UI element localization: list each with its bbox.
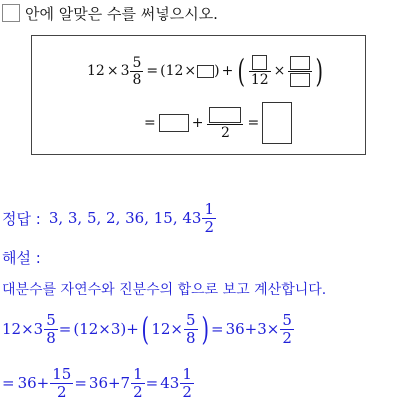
times-sign: × [106,63,119,79]
equals-sign: = [144,115,156,131]
fraction-denominator: 2 [57,382,67,401]
fraction-5-8 [44,310,58,347]
blank-box-5[interactable] [159,114,189,132]
answer-fraction [202,199,216,236]
group-12x3: (12×3) [73,320,127,338]
times-sign: × [184,63,197,79]
problem-line-1 [87,40,326,102]
plus-sign: + [191,115,204,131]
fraction-denominator: 2 [221,124,230,141]
fraction-numerator: 1 [204,199,215,218]
num-12: 12 [87,63,105,79]
fraction-1-2 [180,364,194,401]
fraction-numerator [207,107,243,124]
fraction-5-2 [280,310,294,347]
fraction-numerator: 15 [52,364,72,383]
big-close-paren: ) [201,310,209,348]
answer-box-icon [2,4,20,22]
big-close-paren: ) [315,52,324,90]
problem-box [31,35,366,155]
mixed-whole: 3 [120,63,130,79]
blank-box-3[interactable] [290,56,310,70]
blank-box-4[interactable] [290,73,310,87]
equals-sign: = [74,374,87,392]
times-sign: × [21,320,34,338]
fraction-denominator: 2 [204,217,215,236]
fraction-numerator: 5 [185,310,196,329]
plus-sign: + [221,63,234,79]
num-43: 43 [160,374,180,392]
problem-line-2 [144,98,292,148]
fraction-denominator [288,72,312,87]
fraction-5-8 [130,56,143,87]
expr-36-plus-3x: 36+3× [225,320,280,338]
equals-sign: = [211,320,224,338]
fraction-numerator: 1 [182,364,192,383]
equals-sign: = [58,320,72,338]
plus-sign: + [126,320,139,338]
fraction-denominator: 8 [46,328,56,347]
explanation-text: 대분수를 자연수와 진분수의 합으로 보고 계산합니다. [2,282,327,298]
fraction-denominator: 8 [185,328,196,347]
group-12: (12 [160,63,184,79]
instruction-row [2,2,218,24]
answer-label: 정답 : [2,209,41,228]
fraction-denominator: 2 [282,328,292,347]
fraction-numerator: 5 [282,310,292,329]
fraction-numerator: 5 [132,54,142,71]
fraction-denominator: 8 [132,71,142,88]
fraction-numerator [288,56,312,71]
equals-sign: = [146,63,159,79]
explanation-label-row [2,246,41,268]
explanation-equation-2 [2,360,195,406]
equals-sign: = [247,115,260,131]
fraction-box-over-box [288,56,312,87]
close-paren: ) [214,63,220,79]
fraction-5-8 [184,310,198,347]
times-sign: × [273,63,286,79]
instruction-text: 안에 알맞은 수를 써넣으시오. [25,4,218,23]
num-12: 12 [2,320,22,338]
explanation-text-row [2,278,326,300]
big-open-paren: ( [237,52,246,90]
blank-box-6[interactable] [209,107,241,123]
explanation-label: 해설 : [2,248,41,267]
fraction-denominator: 2 [182,382,192,401]
fraction-numerator [250,55,269,71]
answer-values: 3, 3, 5, 2, 36, 15, 43 [48,209,202,227]
blank-box-2[interactable] [252,55,267,70]
explanation-equation-1 [2,306,295,352]
fraction-denominator: 12 [250,72,269,88]
mixed-whole: 3 [33,320,44,338]
fraction-numerator: 5 [46,310,56,329]
big-open-paren: ( [141,310,149,348]
fraction-box-over-2 [207,107,243,140]
fraction-15-2 [50,364,73,401]
equals-sign: = [2,374,15,392]
equals-sign: = [145,374,159,392]
blank-box-7[interactable] [262,102,292,144]
blank-box-1[interactable] [197,65,214,78]
fraction-denominator: 2 [133,382,143,401]
fraction-1-2 [131,364,145,401]
fraction-box-over-12 [249,55,271,87]
fraction-numerator: 1 [133,364,143,383]
answer-row [2,198,217,238]
expr-36-plus: 36+ [17,374,50,392]
inner-12-times: 12× [151,320,183,338]
expr-36-plus-7: 36+7 [88,374,131,392]
